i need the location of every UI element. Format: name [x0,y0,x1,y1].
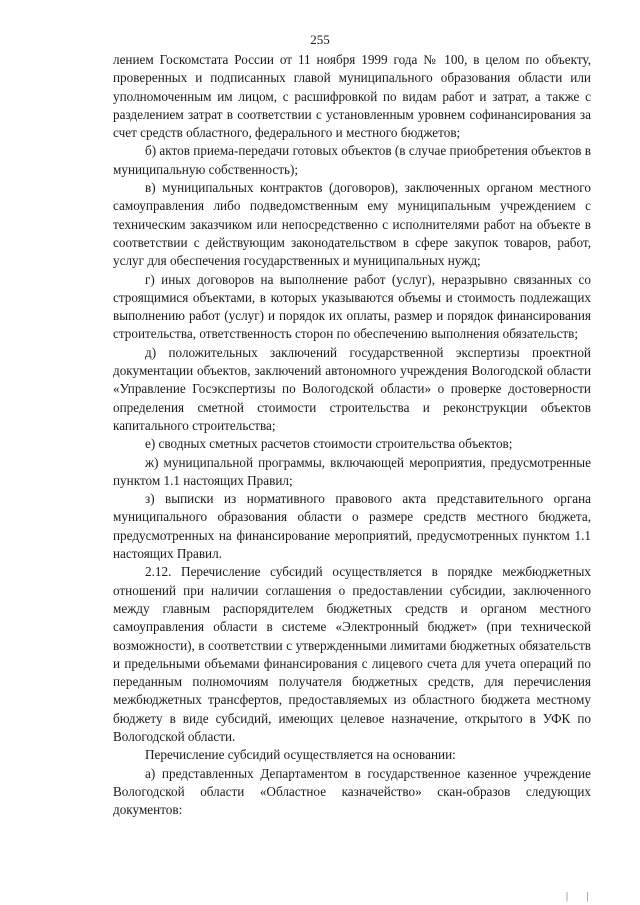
paragraph-item-b: б) актов приема-передачи готовых объектов (в случае приобретения объектов в муниципальную собственность); [113,143,591,177]
paragraph-section-2-12: 2.12. Перечисление субсидий осуществляется в порядке межбюджетных отношений при наличии соглашения о предоставлении субсидии, заключенного между главным распорядителем бюджетных средств и органом местного самоуправления области в системе «Электронный бюджет» (при технической возможности), в соответствии с утвержденными лимитами бюджетных обязательств и предельными объемами финансирования с лицевого счета для учета операций по переданным полномочиям получателя бюджетных средств, для перечисления межбюджетных трансфертов, предоставляемых из областного бюджета местному бюджету в виде субсидий, имеющих целевое назначение, открытого в УФК по Вологодской области. [113,564,591,744]
scan-edge-marks: | | [566,891,597,902]
paragraph-continuation: лением Госкомстата России от 11 ноября 1999 года № 100, в целом по объекту, проверенных и подписанных главой муниципального образования области или уполномоченным им лицом, с расшифровкой по видам работ и затрат, а также с разделением затрат в соответствии с установленным уровнем софинансирования за счет средств областного, федерального и местного бюджетов; [113,52,591,141]
document-body [113,51,591,819]
paragraph-item-a: а) представленных Департаментом в государственное казенное учреждение Вологодской области «Областное казначейство» скан-образов следующих документов: [113,765,591,818]
page-number: 255 [310,32,330,47]
paragraph-item-d: д) положительных заключений государственной экспертизы проектной документации объектов, заключений автономного учреждения Вологодской области «Управление Госэкспертизы по Вологодской области» о проверке достоверности определения сметной стоимости строительства и реконструкции объектов капитального строительства; [113,344,591,433]
paragraph-transfer-basis: Перечисление субсидий осуществляется на основании: [145,747,456,763]
paragraph-item-zh: ж) муниципальной программы, включающей мероприятия, предусмотренные пунктом 1.1 настоящих Правил; [113,454,591,488]
paragraph-item-e: е) сводных сметных расчетов стоимости строительства объектов; [145,436,513,452]
paragraph-item-z: з) выписки из нормативного правового акта представительного органа муниципального образования области о размере средств местного бюджета, предусмотренных на финансирование мероприятий, предусмотренных пунктом 1.1 настоящих Правил. [113,491,591,562]
paragraph-item-g: г) иных договоров на выполнение работ (услуг), неразрывно связанных со строящимися объектами, в которых указываются объемы и стоимость подлежащих выполнению работ (услуг) и порядок их оплаты, размер и порядок финансирования строительства, ответственность сторон по обеспечению выполнения обязательств; [113,271,591,342]
paragraph-item-v: в) муниципальных контрактов (договоров), заключенных органом местного самоуправления либо подведомственным ему муниципальным учреждением с техническим заказчиком или непосредственно с исполнителями работ на объекте в соответствии с действующим законодательством в сфере закупок товаров, работ, услуг для обеспечения государственных и муниципальных нужд; [113,180,591,269]
